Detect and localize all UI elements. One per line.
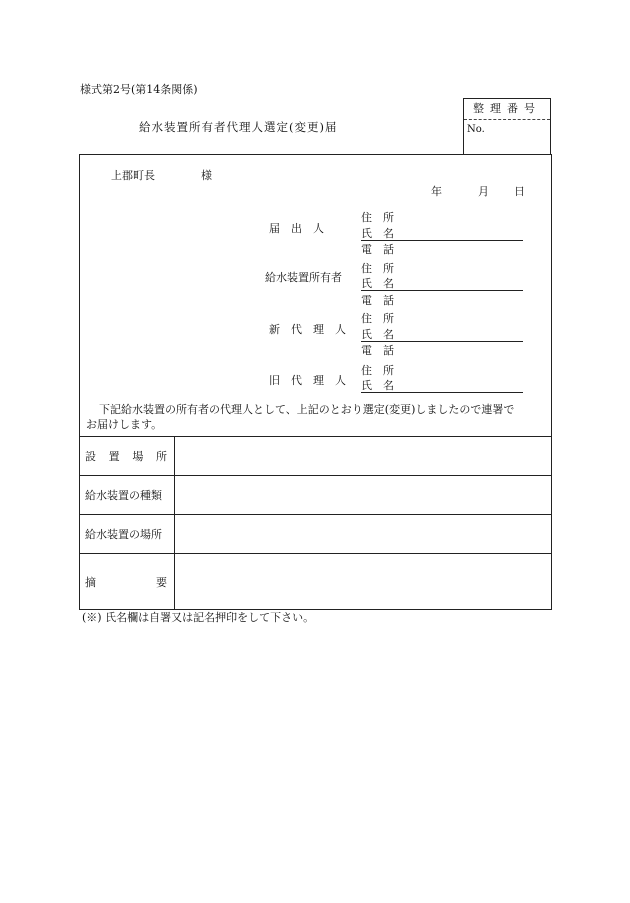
field-address-label: 住 所 xyxy=(361,262,394,275)
date-month: 月 xyxy=(478,185,489,198)
addressee-honorific: 様 xyxy=(201,169,212,182)
name-underline xyxy=(361,240,523,241)
party-label-new-agent: 新 代 理 人 xyxy=(269,323,346,336)
field-phone-label: 電 話 xyxy=(361,294,394,307)
field-name-label: 氏 名 xyxy=(361,227,394,240)
table-row xyxy=(80,476,551,515)
date-year: 年 xyxy=(431,185,442,198)
table-row xyxy=(80,437,551,476)
date-day: 日 xyxy=(514,185,525,198)
addressee-name: 上郡町長 xyxy=(111,169,155,182)
table-row xyxy=(80,515,551,554)
name-underline xyxy=(361,392,523,393)
name-underline xyxy=(361,290,523,291)
party-label-owner: 給水装置所有者 xyxy=(265,271,342,284)
details-table xyxy=(79,436,552,610)
name-underline xyxy=(361,341,523,342)
row-label-device-type: 給水装置の種類 xyxy=(80,476,175,514)
field-name-label: 氏 名 xyxy=(361,379,394,392)
form-reference: 様式第2号(第14条関係) xyxy=(80,83,198,96)
page-title: 給水装置所有者代理人選定(変更)届 xyxy=(139,120,338,134)
footnote: (※) 氏名欄は自署又は記名押印をして下さい。 xyxy=(82,611,315,624)
device-type-field[interactable] xyxy=(175,476,551,514)
field-address-label: 住 所 xyxy=(361,364,394,377)
reference-number-label: No. xyxy=(467,124,485,135)
field-address-label: 住 所 xyxy=(361,211,394,224)
reference-number-header: 整理番号 xyxy=(464,99,550,120)
statement-line-1: 下記給水装置の所有者の代理人として、上記のとおり選定(変更)しましたので連署で xyxy=(99,403,515,416)
declaration-section xyxy=(79,154,552,437)
reference-number-box xyxy=(463,98,551,154)
table-row xyxy=(80,554,551,609)
row-label-device-location: 給水装置の場所 xyxy=(80,515,175,553)
field-address-label: 住 所 xyxy=(361,312,394,325)
field-name-label: 氏 名 xyxy=(361,277,394,290)
statement-line-2: お届けします。 xyxy=(86,418,163,431)
row-label-remarks: 摘 要 xyxy=(80,554,175,609)
remarks-field[interactable] xyxy=(175,554,551,609)
device-location-field[interactable] xyxy=(175,515,551,553)
field-name-label: 氏 名 xyxy=(361,328,394,341)
party-label-old-agent: 旧 代 理 人 xyxy=(269,374,346,387)
party-label-notifier: 届 出 人 xyxy=(269,222,324,235)
field-phone-label: 電 話 xyxy=(361,243,394,256)
row-label-installation-location: 設 置 場 所 xyxy=(80,437,175,475)
installation-location-field[interactable] xyxy=(175,437,551,475)
field-phone-label: 電 話 xyxy=(361,344,394,357)
